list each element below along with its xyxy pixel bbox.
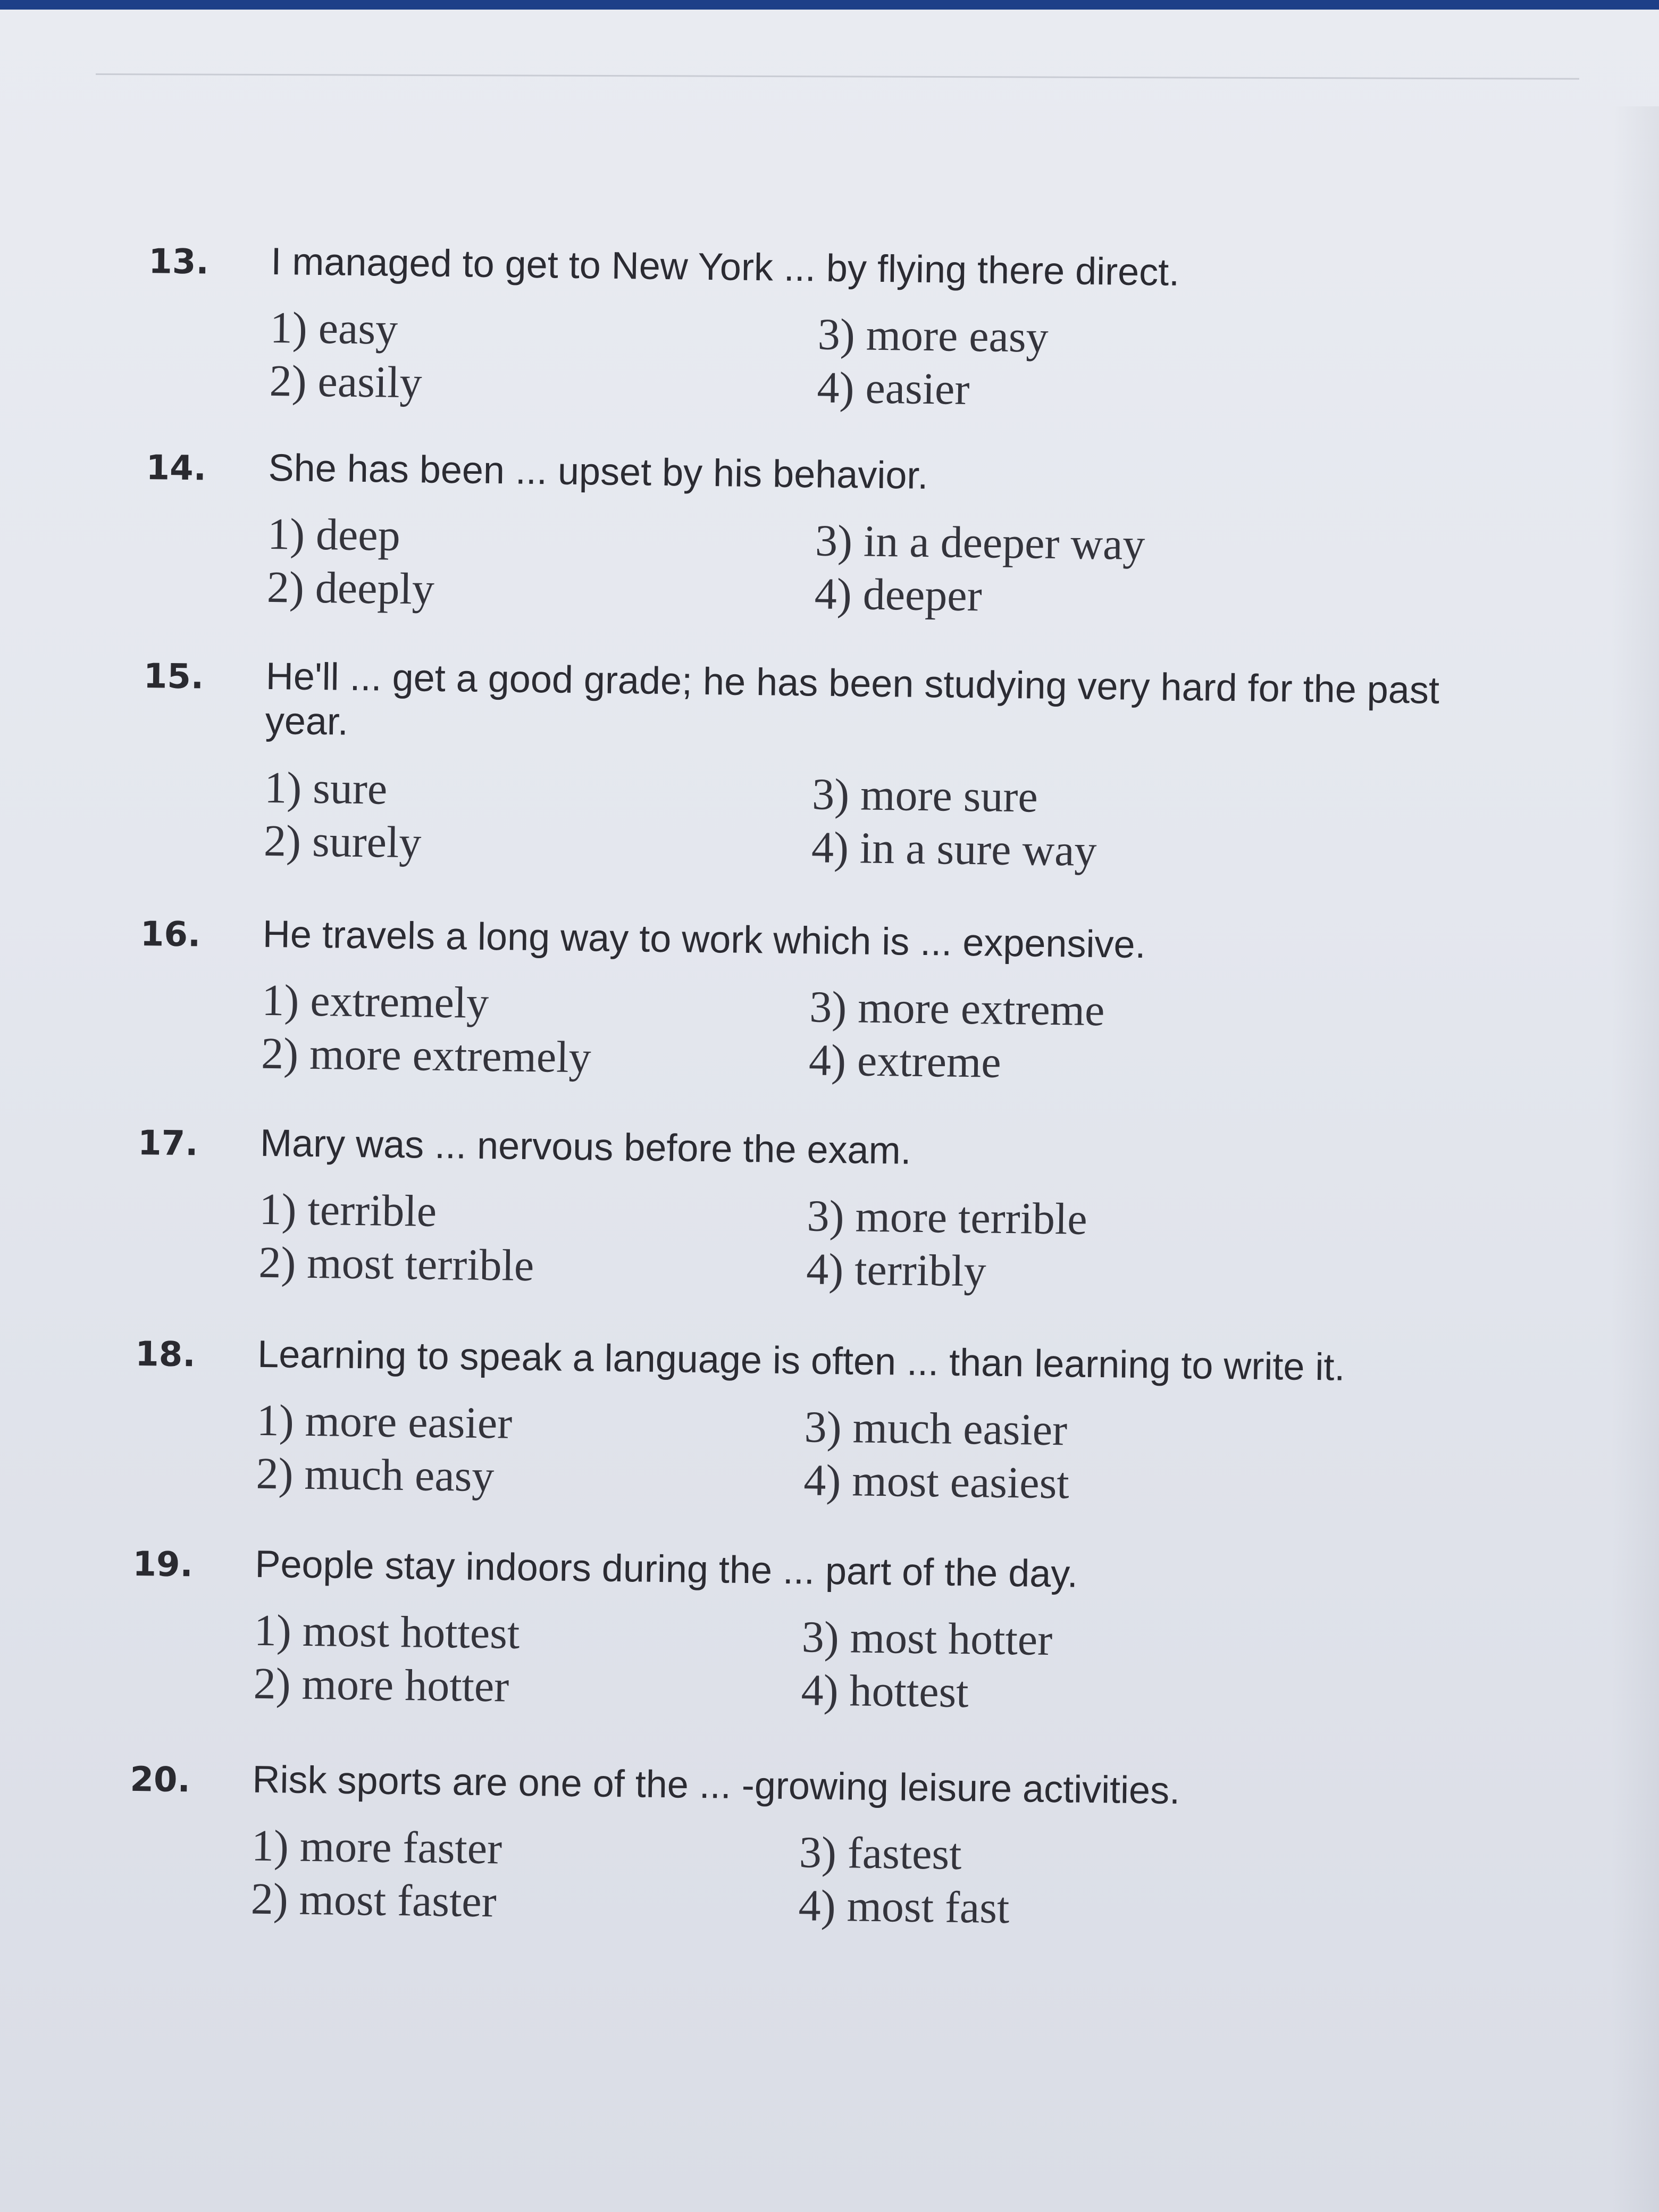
option-4: 4) extreme: [808, 1035, 1002, 1087]
question-text: She has been ... upset by his behavior.: [268, 446, 928, 498]
option-1: 1) terrible: [259, 1184, 437, 1236]
option-3: 3) most hotter: [801, 1612, 1053, 1665]
question-number: 16.: [140, 914, 201, 955]
option-4: 4) hottest: [801, 1665, 969, 1717]
question-number: 17.: [137, 1123, 198, 1164]
option-1: 1) deep: [267, 509, 401, 560]
question-17: [136, 1121, 1520, 1332]
option-1: 1) more faster: [251, 1821, 502, 1874]
question-text: Mary was ... nervous before the exam.: [259, 1121, 912, 1172]
option-3: 3) more terrible: [806, 1191, 1088, 1244]
question-19: [131, 1545, 1515, 1753]
option-3: 3) much easier: [804, 1402, 1068, 1455]
option-4: 4) most easiest: [803, 1455, 1070, 1509]
option-3: 3) more easy: [817, 309, 1049, 362]
option-1: 1) sure: [264, 763, 388, 814]
option-1: 1) easy: [270, 303, 398, 354]
option-2: 2) much easy: [255, 1448, 495, 1502]
option-2: 2) surely: [263, 816, 422, 868]
option-4: 4) terribly: [806, 1244, 987, 1296]
option-1: 1) extremely: [261, 975, 489, 1028]
option-3: 3) more extreme: [809, 982, 1105, 1036]
question-number: 15.: [143, 657, 204, 697]
option-3: 3) in a deeper way: [815, 516, 1145, 570]
question-number: 19.: [132, 1544, 194, 1585]
question-15: [141, 655, 1526, 876]
option-2: 2) deeply: [266, 562, 435, 614]
question-text: He'll ... get a good grade; he has been studying very hard for the past year.: [265, 655, 1440, 743]
question-13: [146, 242, 1531, 450]
question-14: [144, 448, 1529, 657]
question-text: Risk sports are one of the ... -growing leisure activities.: [252, 1758, 1180, 1813]
question-number: 18.: [135, 1334, 196, 1375]
option-3: 3) fastest: [799, 1828, 962, 1879]
question-text: Learning to speak a language is often ... than learning to write it.: [257, 1333, 1345, 1389]
option-2: 2) most faster: [250, 1874, 497, 1927]
option-2: 2) more extremely: [261, 1028, 592, 1083]
option-4: 4) easier: [817, 363, 970, 414]
option-2: 2) easily: [269, 356, 423, 408]
question-text: I managed to get to New York ... by flying there direct.: [270, 240, 1180, 294]
option-4: 4) deeper: [814, 569, 983, 621]
option-2: 2) more hotter: [253, 1658, 509, 1712]
question-number: 14.: [146, 448, 207, 489]
question-number: 13.: [148, 242, 210, 282]
option-4: 4) in a sure way: [811, 823, 1097, 876]
option-2: 2) most terrible: [258, 1237, 534, 1291]
option-3: 3) more sure: [811, 769, 1038, 822]
option-1: 1) more easier: [256, 1395, 513, 1448]
question-18: [133, 1335, 1518, 1543]
option-4: 4) most fast: [798, 1881, 1010, 1933]
question-number: 20.: [130, 1759, 191, 1800]
question-text: He travels a long way to work which is ... expensive.: [262, 912, 1146, 967]
question-16: [138, 912, 1523, 1123]
option-1: 1) most hottest: [254, 1605, 520, 1658]
question-20: [128, 1760, 1513, 1968]
question-text: People stay indoors during the ... part of the day.: [254, 1543, 1078, 1596]
